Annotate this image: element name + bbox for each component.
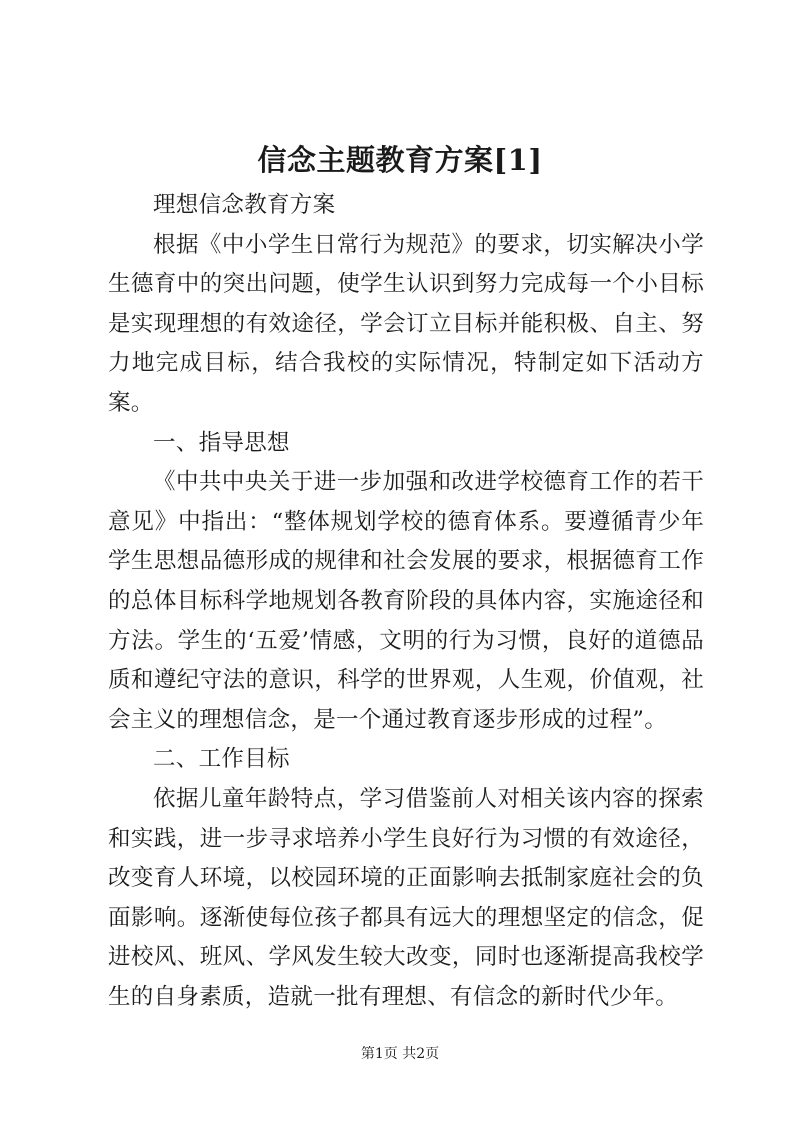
page-footer: 第1页 共2页: [360, 1046, 440, 1062]
document-title: 信念主题教育方案[1]: [257, 143, 543, 177]
document-body: [108, 186, 704, 1017]
section-heading-work-goals: 二、工作目标: [153, 746, 290, 773]
paragraph-guiding-ideology: 《中共中央关于进一步加强和改进学校德育工作的若干意见》中指出：“整体规划学校的德育体系。要遵循青少年学生思想品德形成的规律和社会发展的要求，根据德育工作的总体目标科学地规划各教育阶段的具体内容，实施途径和方法。学生的‘五爱’情感，文明的行为习惯，良好的道德品质和遵纪守法的意识，科学的世界观，人生观，价值观，社会主义的理想信念，是一个通过教育逐步形成的过程”。: [108, 469, 704, 733]
section-heading-guiding-ideology: 一、指导思想: [153, 429, 290, 456]
paragraph-work-goals: 依据儿童年龄特点，学习借鉴前人对相关该内容的探索和实践，进一步寻求培养小学生良好行为习惯的有效途径，改变育人环境，以校园环境的正面影响去抵制家庭社会的负面影响。逐渐使每位孩子都具有远大的理想坚定的信念，促进校风、班风、学风发生较大改变，同时也逐渐提高我校学生的自身素质，造就一批有理想、有信念的新时代少年。: [108, 785, 704, 1010]
paragraph-intro: 根据《中小学生日常行为规范》的要求，切实解决小学生德育中的突出问题，使学生认识到努力完成每一个小目标是实现理想的有效途径，学会订立目标并能积极、自主、努力地完成目标，结合我校的实际情况，特制定如下活动方案。: [108, 231, 704, 416]
paragraph-subtitle: 理想信念教育方案: [153, 192, 336, 218]
